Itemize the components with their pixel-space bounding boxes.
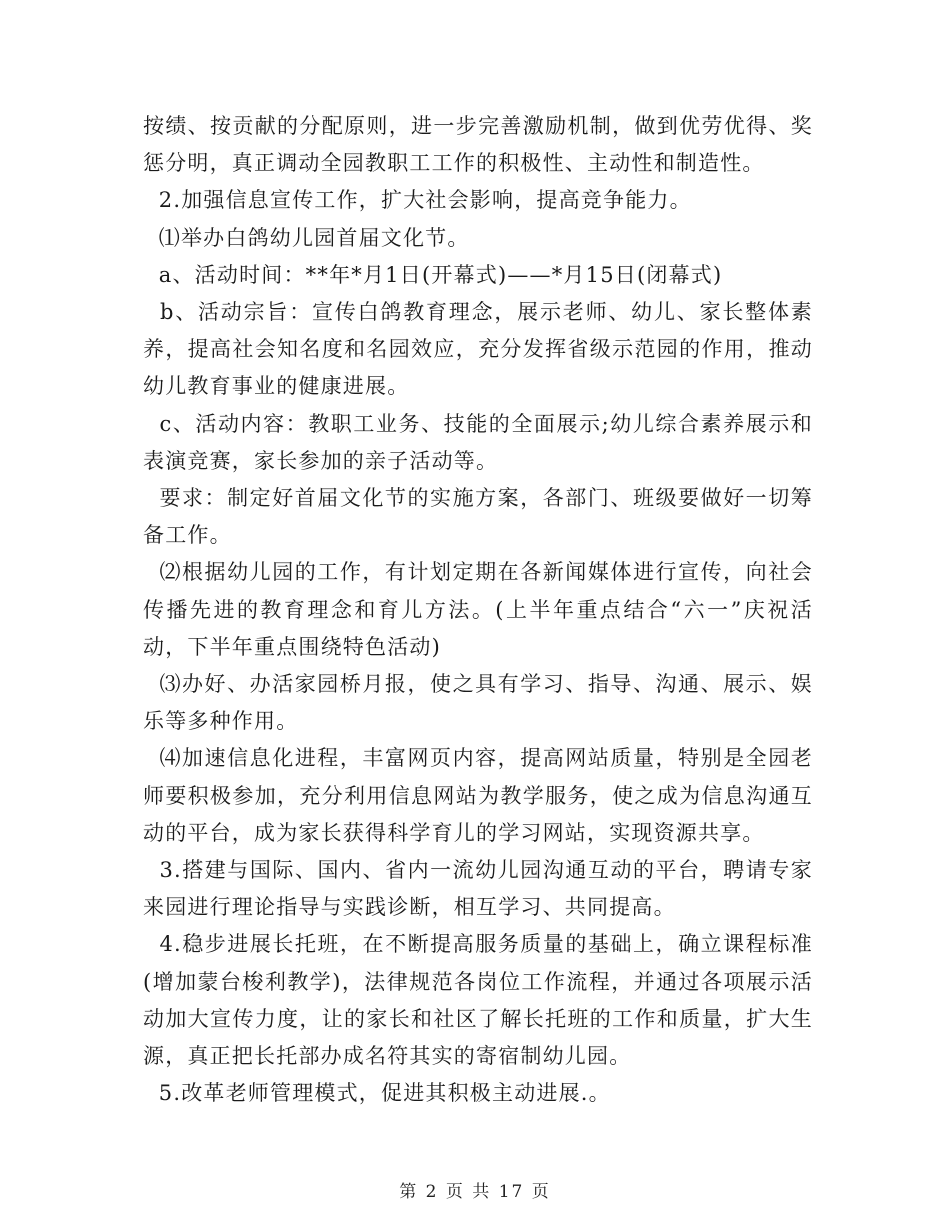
paragraph: c、活动内容：教职工业务、技能的全面展示;幼儿综合素养展示和表演竞赛，家长参加的亲子活动等。 bbox=[143, 411, 813, 473]
paragraph: 3.搭建与国际、国内、省内一流幼儿园沟通互动的平台，聘请专家来园进行理论指导与实践诊断，相互学习、共同提高。 bbox=[143, 858, 813, 920]
paragraph: 按绩、按贡献的分配原则，进一步完善激励机制，做到优劳优得、奖惩分明，真正调动全园教职工工作的积极性、主动性和制造性。 bbox=[143, 114, 813, 176]
paragraph: b、活动宗旨：宣传白鸽教育理念，展示老师、幼儿、家长整体素养，提高社会知名度和名园效应，充分发挥省级示范园的作用，推动幼儿教育事业的健康进展。 bbox=[143, 300, 813, 399]
paragraph: a、活动时间：**年*月1日(开幕式)——*月15日(闭幕式) bbox=[143, 262, 723, 287]
paragraph: 5.改革老师管理模式，促进其积极主动进展.。 bbox=[143, 1081, 611, 1106]
paragraph: ⑷加速信息化进程，丰富网页内容，提高网站质量，特别是全园老师要积极参加，充分利用信息网站为教学服务，使之成为信息沟通互动的平台，成为家长获得科学育儿的学习网站，实现资源共享。 bbox=[143, 746, 813, 845]
paragraph: ⑶办好、办活家园桥月报，使之具有学习、指导、沟通、展示、娱乐等多种作用。 bbox=[143, 672, 813, 734]
paragraph: 4.稳步进展长托班，在不断提高服务质量的基础上，确立课程标准(增加蒙台梭利教学)，法律规范各岗位工作流程，并通过各项展示活动加大宣传力度，让的家长和社区了解长托班的工作和质量，扩大生源，真正把长托部办成名符其实的寄宿制幼儿园。 bbox=[143, 932, 813, 1069]
paragraph: 2.加强信息宣传工作，扩大社会影响，提高竞争能力。 bbox=[143, 188, 692, 213]
paragraph: ⑵根据幼儿园的工作，有计划定期在各新闻媒体进行宣传，向社会传播先进的教育理念和育儿方法。(上半年重点结合“六一”庆祝活动，下半年重点围绕特色活动) bbox=[143, 560, 813, 659]
document-body bbox=[143, 108, 813, 1112]
page-number-footer: 第 2 页 共 17 页 bbox=[399, 1182, 551, 1202]
paragraph: ⑴举办白鸽幼儿园首届文化节。 bbox=[143, 225, 470, 250]
paragraph: 要求：制定好首届文化节的实施方案，各部门、班级要做好一切筹备工作。 bbox=[143, 486, 813, 548]
